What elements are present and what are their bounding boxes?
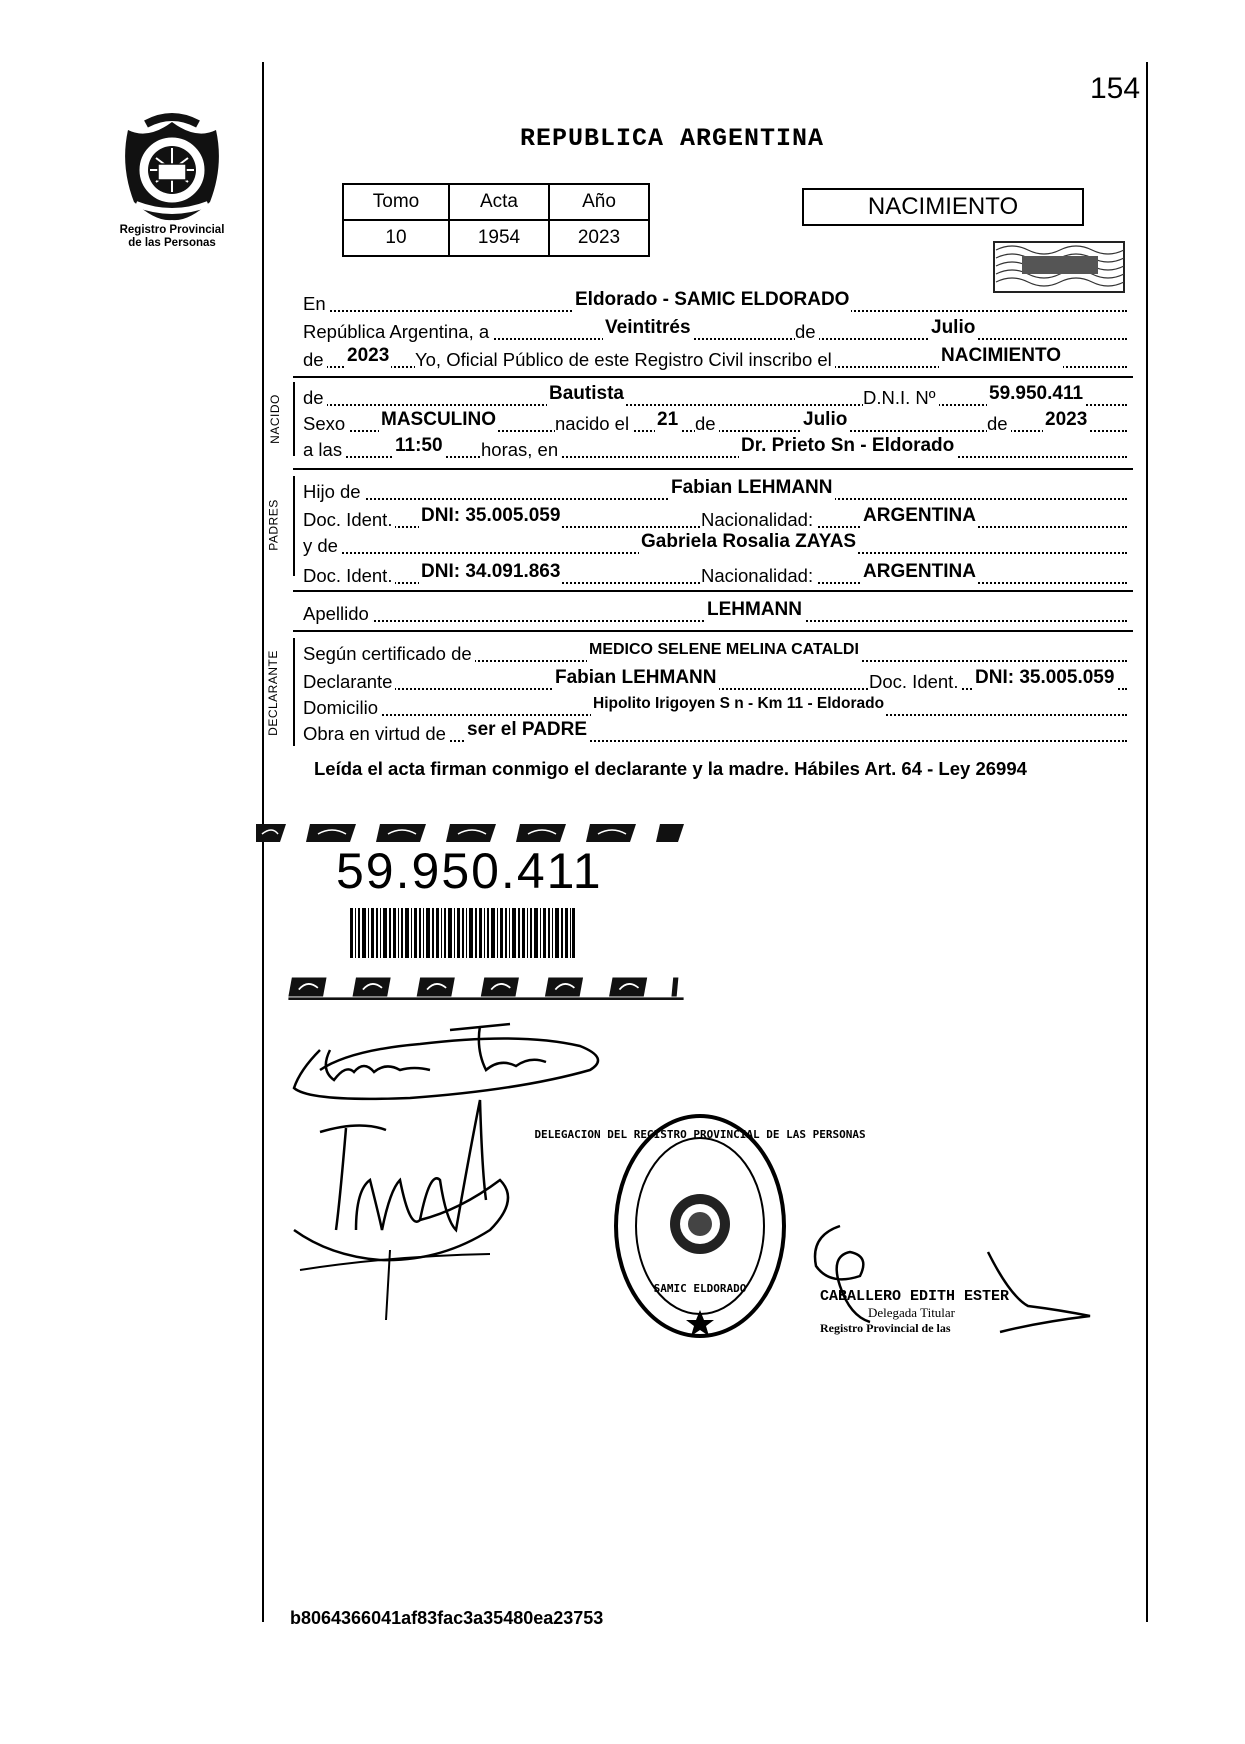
declarante-doc-value: DNI: 35.005.059 (975, 667, 1115, 688)
logo-caption-line2: de las Personas (128, 237, 216, 249)
section-divider (293, 376, 1133, 378)
horas-label: horas, en (481, 438, 561, 462)
sexo-value: MASCULINO (381, 409, 497, 430)
domicilio-value: Hipolito Irigoyen S n - Km 11 - Eldorado (591, 692, 886, 716)
reference-value-row (343, 220, 649, 256)
hour-value: 11:50 (395, 435, 443, 456)
reference-table (342, 183, 650, 257)
row-oficial (303, 345, 1127, 372)
child-name-value: Bautista (549, 383, 624, 404)
page-number: 154 (1090, 72, 1141, 105)
mother-signature (290, 1080, 550, 1320)
de-label: de (795, 320, 819, 344)
row-y-de (303, 531, 1127, 558)
row-apellido (303, 599, 1127, 626)
tomo-value: 10 (343, 220, 449, 256)
seal-inner-text: SAMIC ELDORADO (653, 1282, 747, 1295)
obra-value: ser el PADRE (467, 719, 588, 740)
section-divider (293, 590, 1133, 592)
right-margin-line (1146, 62, 1148, 1622)
apellido-value: LEHMANN (707, 599, 802, 620)
dni-label: D.N.I. Nº (863, 386, 939, 410)
seal-ring-text: DELEGACION DEL REGISTRO PROVINCIAL DE LAS PERSONAS (534, 1128, 866, 1141)
nacido-section-label: NACIDO (267, 394, 282, 444)
certificado-value: MEDICO SELENE MELINA CATALDI (587, 638, 861, 662)
child-dni-value: 59.950.411 (989, 383, 1084, 404)
reference-header-row (343, 184, 649, 220)
ano-value: 2023 (549, 220, 649, 256)
birth-de-label: de (695, 412, 719, 436)
officer-office: Registro Provincial de las (820, 1321, 951, 1335)
row-sexo (303, 409, 1127, 436)
mother-nationality-value: ARGENTINA (863, 561, 976, 582)
republica-label: República Argentina, a (303, 320, 492, 344)
father-doc-value: DNI: 35.005.059 (421, 505, 561, 526)
oficial-text: Yo, Oficial Público de este Registro Civil inscribo el (415, 348, 835, 372)
acta-value: 1954 (449, 220, 549, 256)
ano-header: Año (549, 184, 649, 220)
a-las-label: a las (303, 438, 345, 462)
row-obra (303, 719, 1127, 746)
mother-doc-label: Doc. Ident. (303, 564, 395, 588)
inscribe-value: NACIMIENTO (941, 345, 1061, 366)
nacido-el-label: nacido el (555, 412, 632, 436)
official-registry-seal (534, 1112, 866, 1340)
officer-signature-flourish (980, 1246, 1100, 1336)
father-nationality-value: ARGENTINA (863, 505, 976, 526)
row-en (303, 289, 1127, 316)
declarante-label: Declarante (303, 670, 395, 694)
security-pattern-band-bottom (258, 974, 714, 1000)
row-domicilio (303, 696, 1127, 720)
padres-bracket (293, 476, 295, 576)
declarante-bracket (293, 638, 295, 746)
birth-year-value: 2023 (1045, 409, 1088, 430)
mother-name-value: Gabriela Rosalia ZAYAS (641, 531, 857, 552)
en-label: En (303, 292, 329, 316)
logo-caption (100, 224, 244, 250)
apellido-label: Apellido (303, 602, 372, 626)
closing-note: Leída el acta firman conmigo el declarante y la madre. Hábiles Art. 64 - Ley 26994 (314, 758, 1027, 779)
sexo-label: Sexo (303, 412, 348, 436)
y-de-label: y de (303, 534, 341, 558)
act-type-box: NACIMIENTO (802, 188, 1084, 226)
declarante-doc-label: Doc. Ident. (869, 670, 961, 694)
misiones-coat-of-arms-logo (116, 106, 228, 224)
row-nacido-name (303, 383, 1127, 410)
logo-caption-line1: Registro Provincial (119, 224, 225, 236)
year-value: 2023 (347, 345, 390, 366)
nacido-de-label: de (303, 386, 327, 410)
father-name-value: Fabian LEHMANN (671, 477, 833, 498)
section-divider (293, 468, 1133, 470)
birth-day-value: 21 (657, 409, 679, 430)
barcode (350, 908, 575, 958)
hijo-de-label: Hijo de (303, 480, 364, 504)
month-value: Julio (931, 317, 976, 338)
declarante-value: Fabian LEHMANN (555, 667, 717, 688)
padres-section-label: PADRES (266, 499, 281, 551)
nacido-bracket (293, 382, 295, 456)
section-divider (293, 630, 1133, 632)
row-republica (303, 317, 1127, 344)
birth-de-label-2: de (987, 412, 1011, 436)
father-nationality-label: Nacionalidad: (701, 508, 816, 532)
tomo-header: Tomo (343, 184, 449, 220)
en-value: Eldorado - SAMIC ELDORADO (575, 289, 850, 310)
officer-title: Delegada Titular (868, 1305, 956, 1320)
row-father-doc (303, 505, 1127, 532)
mother-doc-value: DNI: 34.091.863 (421, 561, 561, 582)
security-stamp-icon (992, 232, 1128, 298)
acta-header: Acta (449, 184, 549, 220)
day-value: Veintitrés (605, 317, 691, 338)
year-prefix-label: de (303, 348, 327, 372)
row-hijo-de (303, 477, 1127, 504)
page-title: REPUBLICA ARGENTINA (520, 124, 825, 153)
declarante-section-label: DECLARANTE (265, 650, 280, 736)
dni-large-number: 59.950.411 (336, 843, 603, 899)
birth-place-value: Dr. Prieto Sn - Eldorado (741, 435, 955, 456)
row-declarante (303, 667, 1127, 694)
row-hora (303, 435, 1127, 462)
birth-month-value: Julio (803, 409, 848, 430)
row-certificado (303, 642, 1127, 666)
row-mother-doc (303, 561, 1127, 588)
father-doc-label: Doc. Ident. (303, 508, 395, 532)
officer-name: CABALLERO EDITH ESTER (820, 1288, 1010, 1305)
domicilio-label: Domicilio (303, 696, 381, 720)
document-hash: b8064366041af83fac3a35480ea23753 (290, 1608, 604, 1628)
mother-nationality-label: Nacionalidad: (701, 564, 816, 588)
certificado-label: Según certificado de (303, 642, 475, 666)
obra-label: Obra en virtud de (303, 722, 449, 746)
